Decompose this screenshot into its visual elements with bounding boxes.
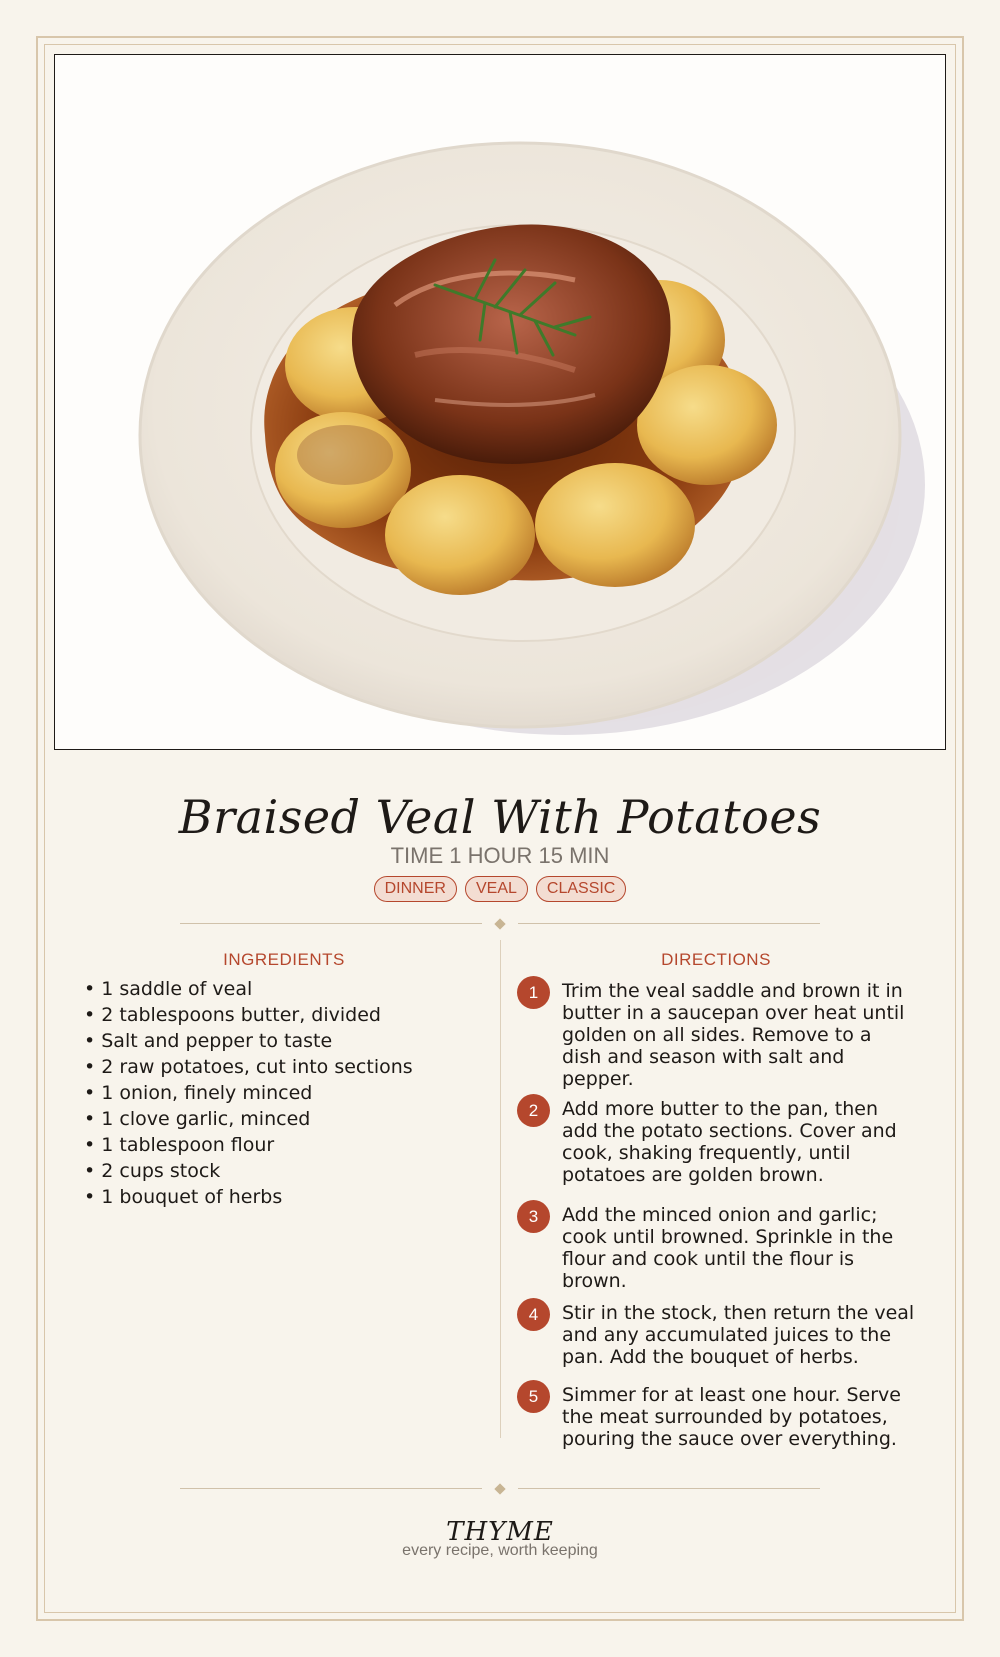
ingredient-item: • 1 clove garlic, minced — [84, 1106, 484, 1132]
step-text: Trim the veal saddle and brown it in butter in a saucepan over heat until golden on all sides. Remove to a dish and season with salt and pepper. — [562, 980, 905, 1090]
step-number-badge: 1 — [517, 976, 550, 1009]
recipe-title: Braised Veal With Potatoes — [178, 790, 822, 844]
ingredient-item: • 2 cups stock — [84, 1158, 484, 1184]
ingredient-item: • Salt and pepper to taste — [84, 1028, 484, 1054]
step-number-badge: 3 — [517, 1200, 550, 1233]
ingredients-heading: INGREDIENTS — [223, 950, 345, 969]
step-number-badge: 5 — [517, 1380, 550, 1413]
diamond-ornament-icon — [494, 918, 505, 929]
section-divider-top — [180, 918, 820, 930]
column-divider — [500, 940, 501, 1438]
step-text: Add the minced onion and garlic; cook until browned. Sprinkle in the flour and cook until the flour is brown. — [562, 1204, 894, 1292]
ingredient-item: • 1 bouquet of herbs — [84, 1184, 484, 1210]
ingredient-item: • 2 raw potatoes, cut into sections — [84, 1054, 484, 1080]
step-number-badge: 2 — [517, 1094, 550, 1127]
ingredient-item: • 2 tablespoons butter, divided — [84, 1002, 484, 1028]
brand-logo: THYME — [446, 1517, 554, 1547]
ingredient-item: • 1 tablespoon flour — [84, 1132, 484, 1158]
diamond-ornament-icon — [494, 1483, 505, 1494]
brand-tagline: every recipe, worth keeping — [402, 1542, 598, 1559]
ingredients-list — [84, 976, 484, 1210]
dish-photo — [54, 54, 946, 750]
step-text: Stir in the stock, then return the veal and any accumulated juices to the pan. Add the bouquet of herbs. — [562, 1302, 915, 1368]
tag-dinner[interactable]: DINNER — [374, 876, 457, 902]
cook-time: TIME 1 HOUR 15 MIN — [390, 843, 610, 868]
step-text: Add more butter to the pan, then add the potato sections. Cover and cook, shaking frequently, until potatoes are golden brown. — [562, 1098, 897, 1186]
step-number-badge: 4 — [517, 1298, 550, 1331]
section-divider-bottom — [180, 1483, 820, 1495]
tag-list — [0, 876, 1000, 902]
directions-heading: DIRECTIONS — [661, 950, 771, 969]
step-text: Simmer for at least one hour. Serve the meat surrounded by potatoes, pouring the sauce over everything. — [562, 1384, 901, 1450]
ingredient-item: • 1 saddle of veal — [84, 976, 484, 1002]
tag-veal[interactable]: VEAL — [465, 876, 528, 902]
tag-classic[interactable]: CLASSIC — [536, 876, 626, 902]
ingredient-item: • 1 onion, finely minced — [84, 1080, 484, 1106]
braised-veal-plate-illustration — [55, 55, 946, 750]
